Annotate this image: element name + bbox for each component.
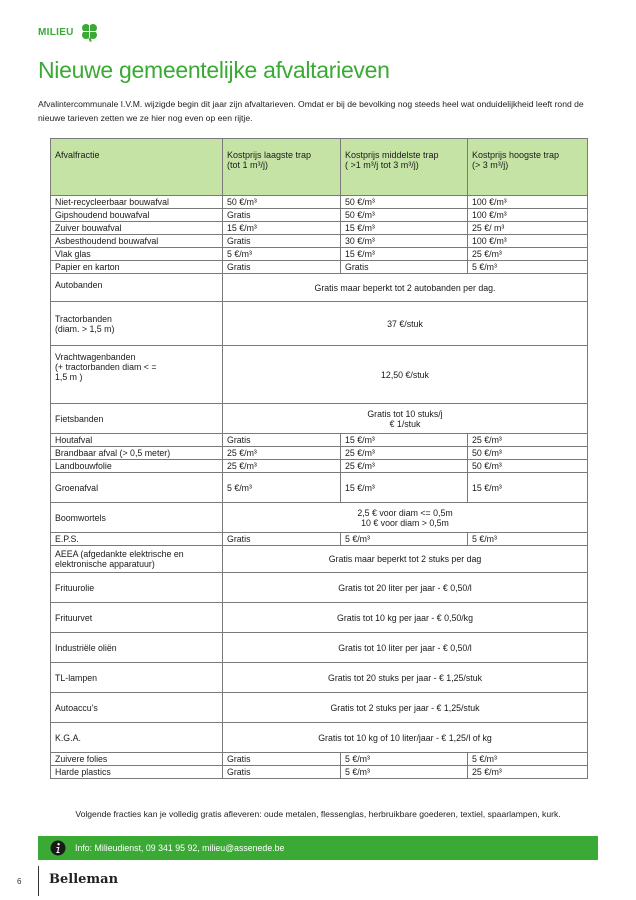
table-row	[51, 460, 588, 473]
fraction-name: Frituurvet	[51, 603, 223, 633]
price-mid: 30 €/m³	[341, 235, 468, 248]
clover-icon	[78, 22, 100, 42]
price-low: Gratis	[223, 235, 341, 248]
price-low: Gratis	[223, 533, 341, 546]
tariff-combined: Gratis tot 10 kg per jaar - € 0,50/kg	[223, 603, 588, 633]
price-high: 50 €/m³	[468, 447, 588, 460]
table-header-row	[51, 139, 588, 196]
section-label: MILIEU	[38, 26, 74, 38]
table-row	[51, 447, 588, 460]
fraction-name: K.G.A.	[51, 723, 223, 753]
fraction-name: E.P.S.	[51, 533, 223, 546]
price-high: 50 €/m³	[468, 460, 588, 473]
info-icon	[50, 840, 66, 856]
tariff-combined: Gratis maar beperkt tot 2 autobanden per dag.	[223, 274, 588, 302]
table-row	[51, 235, 588, 248]
footer-divider	[38, 866, 39, 896]
table-body	[51, 196, 588, 779]
fraction-name: AEEA (afgedankte elektrische en elektronische apparatuur)	[51, 546, 223, 573]
price-high: 100 €/m³	[468, 235, 588, 248]
price-low: 15 €/m³	[223, 222, 341, 235]
table-row	[51, 546, 588, 573]
fraction-name: TL-lampen	[51, 663, 223, 693]
table-row	[51, 209, 588, 222]
fraction-name: Industriële oliën	[51, 633, 223, 663]
price-high: 15 €/m³	[468, 473, 588, 503]
price-mid: 5 €/m³	[341, 753, 468, 766]
fraction-name: Gipshoudend bouwafval	[51, 209, 223, 222]
price-low: Gratis	[223, 434, 341, 447]
tariff-combined: Gratis tot 10 liter per jaar - € 0,50/l	[223, 633, 588, 663]
header-fraction: Afvalfractie	[51, 139, 223, 196]
price-mid: 15 €/m³	[341, 222, 468, 235]
header-mid: Kostprijs middelste trap ( >1 m³/j tot 3 m³/j)	[341, 139, 468, 196]
table-row	[51, 274, 588, 302]
tariff-combined: Gratis tot 10 kg of 10 liter/jaar - € 1,25/l of kg	[223, 723, 588, 753]
table-row	[51, 261, 588, 274]
table-row	[51, 222, 588, 235]
page-number: 6	[17, 877, 22, 886]
fraction-name: Zuiver bouwafval	[51, 222, 223, 235]
free-fractions-note: Volgende fracties kan je volledig gratis afleveren: oude metalen, flessenglas, herbruikbare goederen, textiel, spaarlampen, kurk.	[75, 809, 561, 819]
fraction-name: Papier en karton	[51, 261, 223, 274]
fraction-name: Zuivere folies	[51, 753, 223, 766]
price-low: 25 €/m³	[223, 447, 341, 460]
price-low: 50 €/m³	[223, 196, 341, 209]
price-mid: Gratis	[341, 261, 468, 274]
table-row	[51, 473, 588, 503]
price-high: 25 €/m³	[468, 434, 588, 447]
tariff-combined: Gratis tot 10 stuks/j € 1/stuk	[223, 404, 588, 434]
info-text: Info: Milieudienst, 09 341 95 92, milieu@assenede.be	[75, 843, 285, 853]
price-low: 25 €/m³	[223, 460, 341, 473]
fraction-name: Autoaccu's	[51, 693, 223, 723]
tariff-combined: 2,5 € voor diam <= 0,5m 10 € voor diam > 0,5m	[223, 503, 588, 533]
table-row	[51, 723, 588, 753]
publisher-logo: Belleman	[49, 872, 119, 887]
table-row	[51, 693, 588, 723]
tariff-combined: Gratis tot 2 stuks per jaar - € 1,25/stuk	[223, 693, 588, 723]
table-row	[51, 663, 588, 693]
section-brand	[38, 22, 100, 42]
fraction-name: Harde plastics	[51, 766, 223, 779]
price-mid: 5 €/m³	[341, 533, 468, 546]
tariff-combined: Gratis tot 20 stuks per jaar - € 1,25/stuk	[223, 663, 588, 693]
table-row	[51, 533, 588, 546]
tariff-combined: Gratis tot 20 liter per jaar - € 0,50/l	[223, 573, 588, 603]
price-low: 5 €/m³	[223, 473, 341, 503]
table-row	[51, 302, 588, 346]
price-high: 5 €/m³	[468, 753, 588, 766]
fraction-name: Niet-recycleerbaar bouwafval	[51, 196, 223, 209]
fraction-name: Landbouwfolie	[51, 460, 223, 473]
page-title: Nieuwe gemeentelijke afvaltarieven	[38, 57, 390, 83]
tariff-combined: 37 €/stuk	[223, 302, 588, 346]
table-row	[51, 346, 588, 404]
price-low: 5 €/m³	[223, 248, 341, 261]
price-mid: 50 €/m³	[341, 196, 468, 209]
price-high: 25 €/m³	[468, 766, 588, 779]
table-row	[51, 766, 588, 779]
fraction-name: Houtafval	[51, 434, 223, 447]
fraction-name: Fietsbanden	[51, 404, 223, 434]
price-mid: 15 €/m³	[341, 473, 468, 503]
table-row	[51, 603, 588, 633]
price-mid: 15 €/m³	[341, 248, 468, 261]
intro-text: Afvalintercommunale I.V.M. wijzigde begin dit jaar zijn afvaltarieven. Omdat er bij de bevolking nog steeds heel wat onduidelijkheid leeft rond de nieuwe tarieven zetten we ze hier nog even op een rijtje.	[38, 99, 584, 123]
table-row	[51, 573, 588, 603]
price-low: Gratis	[223, 261, 341, 274]
fraction-name: Brandbaar afval (> 0,5 meter)	[51, 447, 223, 460]
fraction-name: Frituurolie	[51, 573, 223, 603]
price-mid: 50 €/m³	[341, 209, 468, 222]
price-high: 5 €/m³	[468, 533, 588, 546]
fraction-name: Vrachtwagenbanden (+ tractorbanden diam < = 1,5 m )	[51, 346, 223, 404]
info-bar	[38, 836, 598, 860]
price-mid: 25 €/m³	[341, 447, 468, 460]
table-row	[51, 196, 588, 209]
header-high: Kostprijs hoogste trap (> 3 m³/j)	[468, 139, 588, 196]
table-row	[51, 753, 588, 766]
price-high: 25 €/ m³	[468, 222, 588, 235]
price-high: 100 €/m³	[468, 209, 588, 222]
fraction-name: Vlak glas	[51, 248, 223, 261]
price-low: Gratis	[223, 753, 341, 766]
fraction-name: Autobanden	[51, 274, 223, 302]
price-mid: 5 €/m³	[341, 766, 468, 779]
table-row	[51, 248, 588, 261]
price-mid: 15 €/m³	[341, 434, 468, 447]
table-row	[51, 434, 588, 447]
tariff-table	[50, 138, 588, 779]
fraction-name: Asbesthoudend bouwafval	[51, 235, 223, 248]
header-low: Kostprijs laagste trap (tot 1 m³/j)	[223, 139, 341, 196]
price-high: 25 €/m³	[468, 248, 588, 261]
price-high: 5 €/m³	[468, 261, 588, 274]
price-low: Gratis	[223, 766, 341, 779]
table-row	[51, 404, 588, 434]
tariff-combined: Gratis maar beperkt tot 2 stuks per dag	[223, 546, 588, 573]
fraction-name: Groenafval	[51, 473, 223, 503]
price-mid: 25 €/m³	[341, 460, 468, 473]
price-high: 100 €/m³	[468, 196, 588, 209]
table-row	[51, 633, 588, 663]
fraction-name: Tractorbanden (diam. > 1,5 m)	[51, 302, 223, 346]
tariff-combined: 12,50 €/stuk	[223, 346, 588, 404]
fraction-name: Boomwortels	[51, 503, 223, 533]
price-low: Gratis	[223, 209, 341, 222]
table-row	[51, 503, 588, 533]
